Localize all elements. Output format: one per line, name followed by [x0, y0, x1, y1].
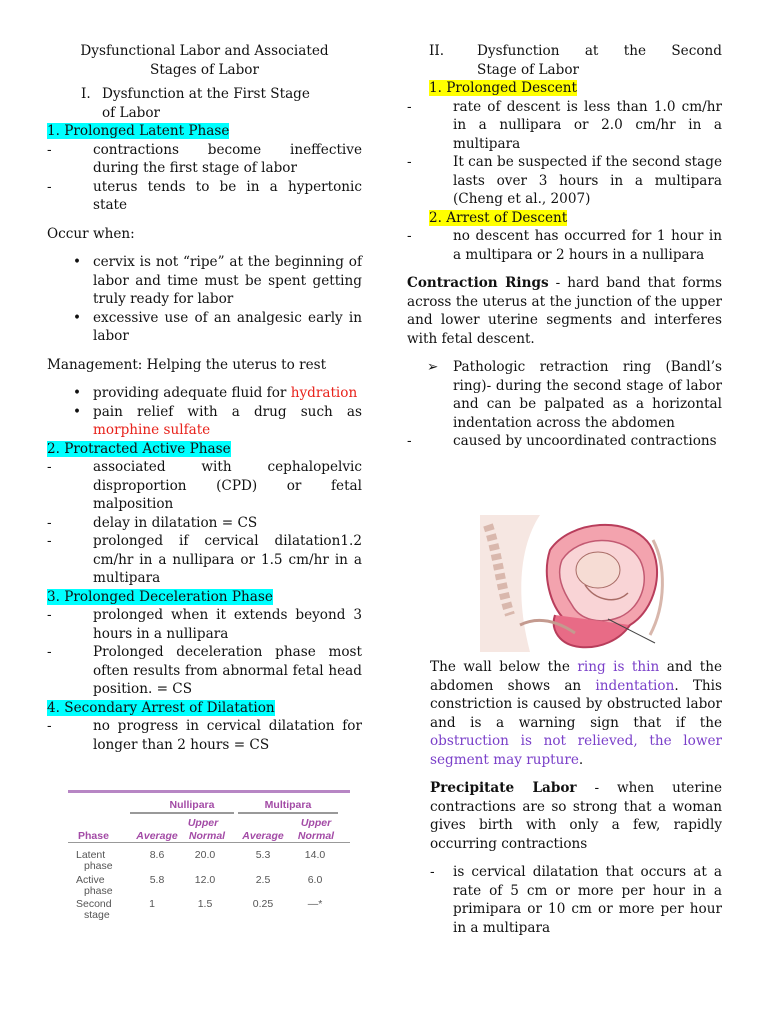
- list-item: - is cervical dilatation that occurs at a rate of 5 cm or more per hour in a primipara or 10 cm or more per hour in a multipara: [430, 864, 722, 936]
- left-column: [47, 42, 362, 754]
- table-header-normal: Normal: [297, 830, 335, 842]
- list-item: - rate of descent is less than 1.0 cm/hr in a nullipara or 2.0 cm/hr in a multipara: [407, 98, 722, 152]
- right-column: [407, 42, 722, 451]
- heading-prolonged-latent-phase: 1. Prolonged Latent Phase: [47, 123, 230, 139]
- table-group-nullipara: Nullipara: [169, 799, 215, 811]
- page-title: Dysfunctional Labor and Associated Stages of Labor: [80, 43, 329, 78]
- table-top-rule: [68, 790, 350, 793]
- list-item: • pain relief with a drug such as morphine sulfate: [73, 403, 362, 438]
- list-item: • excessive use of an analgesic early in labor: [73, 309, 362, 344]
- list-item: • cervix is not “ripe” at the beginning of labor and time must be spent getting truly ready for labor: [73, 254, 362, 307]
- heading-secondary-arrest-of-dilatation: 4. Secondary Arrest of Dilatation: [47, 699, 275, 716]
- heading-protracted-active-phase: 2. Protracted Active Phase: [47, 440, 231, 457]
- management-label: Management: Helping the uterus to rest: [47, 356, 327, 373]
- list-item: ➢ Pathologic retraction ring (Bandl’s ring)- during the second stage of labor and can be palpated as a horizontal indentation across the abdomen: [427, 359, 722, 431]
- heading-prolonged-deceleration-phase: 3. Prolonged Deceleration Phase: [47, 588, 273, 605]
- right-lower-column: [430, 658, 722, 937]
- occur-label: Occur when:: [47, 225, 135, 242]
- list-item: - prolonged when it extends beyond 3 hours in a nullipara: [47, 607, 362, 642]
- list-item: - delay in dilatation = CS: [47, 514, 258, 531]
- table-divider: [130, 812, 234, 814]
- table-header-phase: Phase: [78, 830, 109, 842]
- table-header-normal: Normal: [188, 830, 226, 842]
- heading-prolonged-descent: 1. Prolonged Descent: [429, 80, 577, 96]
- table-header-average: Average: [242, 830, 284, 842]
- list-item: - associated with cephalopelvic disproportion (CPD) or fetal malposition: [47, 459, 362, 512]
- labor-duration-table: Nullipara Multipara Upper Upper Phase Average Normal Average Normal Latent phase 8.6 20.0 5.3 14.0 Active phase 5.8 12.0 2.5 6.0 Second stage 1 1.5 0.25 —*: [68, 790, 350, 925]
- precipitate-labor-paragraph: Precipitate Labor - when uterine contractions are so strong that a woman gives birth with only a few, rapidly occurring contractions: [430, 780, 722, 852]
- list-item: - contractions become ineffective during the first stage of labor: [47, 141, 362, 176]
- list-item: - no progress in cervical dilatation for longer than 2 hours = CS: [47, 718, 362, 753]
- heading-arrest-of-descent: 2. Arrest of Descent: [429, 209, 568, 226]
- list-item: • providing adequate fluid for hydration: [73, 385, 358, 401]
- table-divider: [238, 812, 338, 814]
- table-header-upper: Upper: [300, 817, 332, 829]
- section-heading-second-stage: II. Dysfunction at the Second Stage of Labor: [429, 43, 722, 78]
- list-item: - prolonged if cervical dilatation1.2 cm/hr in a nullipara or 1.5 cm/hr in a multipara: [47, 533, 362, 586]
- table-header-average: Average: [136, 830, 178, 842]
- bandl-ring-illustration: [480, 515, 670, 652]
- contraction-rings-paragraph: Contraction Rings - hard band that forms across the uterus at the junction of the upper and lower uterine segments and interferes with fetal descent.: [407, 275, 722, 347]
- section-heading-first-stage: I. Dysfunction at the First Stage of Labor: [81, 86, 310, 121]
- table-group-multipara: Multipara: [264, 799, 312, 811]
- list-item: - uterus tends to be in a hypertonic state: [47, 178, 362, 213]
- table-header-upper: Upper: [187, 817, 219, 829]
- list-item: - caused by uncoordinated contractions: [407, 433, 717, 449]
- list-item: - It can be suspected if the second stage lasts over 3 hours in a multipara (Cheng et al., 2007): [407, 154, 722, 207]
- table-divider: [68, 842, 350, 843]
- list-item: - Prolonged deceleration phase most often results from abnormal fetal head position. = CS: [47, 644, 362, 697]
- list-item: - no descent has occurred for 1 hour in a multipara or 2 hours in a nullipara: [407, 228, 722, 263]
- wall-paragraph: The wall below the ring is thin and the abdomen shows an indentation. This constriction is caused by obstructed labor and is a warning sign that if the obstruction is not relieved, the lower segment may rupture.: [430, 659, 723, 768]
